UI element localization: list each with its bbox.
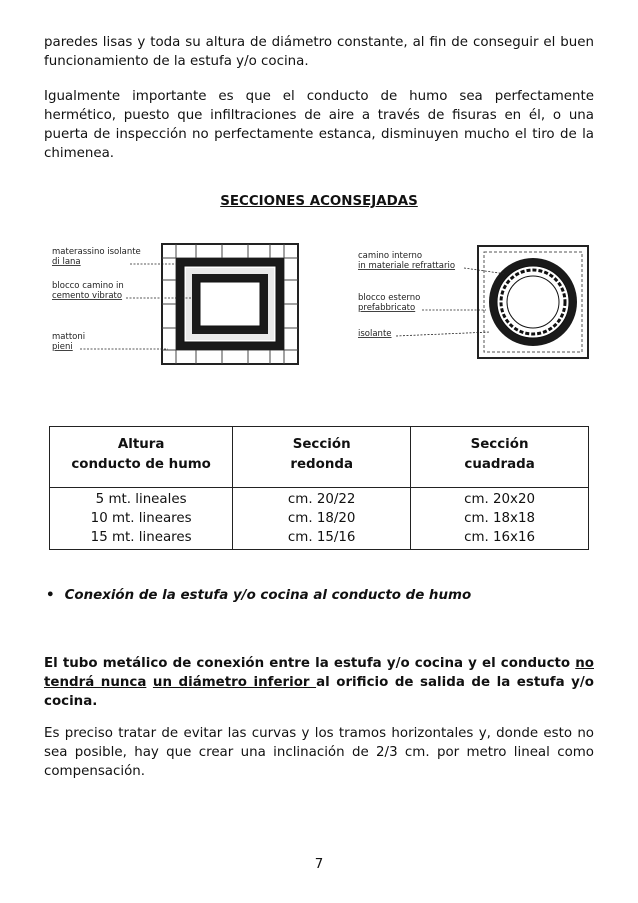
square-cell: cm. 20x20 cm. 18x18 cm. 16x16 [411,488,589,550]
underline-no-tendra: no tendrá nunca [44,656,594,690]
label-di-lana: di lana [52,257,81,267]
label-blocco: blocco camino in [52,281,124,291]
label-cemento: cemento vibrato [52,291,123,301]
airtight-paragraph: Igualmente importante es que el conducto de humo sea perfectamente hermético, puesto que infiltraciones de aire a través de fisuras en él, o una puerta de inspección no perfectamente estanca, disminuyen mucho el tiro de la chimenea. [44,89,594,161]
table-row [50,488,589,550]
connection-bullet [46,588,471,603]
table-header-row [50,427,589,488]
label-blocco-esterno: blocco esterno [358,293,421,303]
header-cuadrada: Sección cuadrada [411,427,589,488]
square-chimney-figure [50,240,302,368]
label-pieni: pieni [52,342,73,352]
curves-paragraph: Es preciso tratar de evitar las curvas y los tramos horizontales y, donde esto no sea posible, hay que crear una inclinación de 2/3 cm. por metro lineal como compensación. [44,726,594,779]
connection-paragraph: El tubo metálico de conexión entre la estufa y/o cocina y el conducto no tendrá nunca un diámetro inferior al orificio de salida de la estufa y/o cocina. [44,656,594,709]
round-chimney-figure [356,240,596,368]
round-cell: cm. 20/22 cm. 18/20 cm. 15/16 [233,488,411,550]
page-number: 7 [314,857,324,872]
underline-diametro: un diámetro inferior [152,675,317,690]
section-title: SECCIONES ACONSEJADAS [220,194,418,209]
label-materassino: materassino isolante [52,247,141,257]
header-redonda: Sección redonda [233,427,411,488]
label-camino-interno: camino interno [358,251,423,261]
label-prefabbricato: prefabbricato [358,303,416,313]
bullet-text: Conexión de la estufa y/o cocina al conducto de humo [64,588,472,603]
label-refrattario: in materiale refrattario [358,261,456,271]
label-mattoni: mattoni [52,332,86,342]
header-altura: Altura conducto de humo [50,427,233,488]
label-isolante: isolante [358,329,392,339]
sections-table [49,426,589,550]
height-cell: 5 mt. lineales 10 mt. lineares 15 mt. lineares [50,488,233,550]
intro-paragraph: paredes lisas y toda su altura de diámetro constante, al fin de conseguir el buen funcionamiento de la estufa y/o cocina. [44,35,594,69]
bullet-icon: • [46,588,55,603]
